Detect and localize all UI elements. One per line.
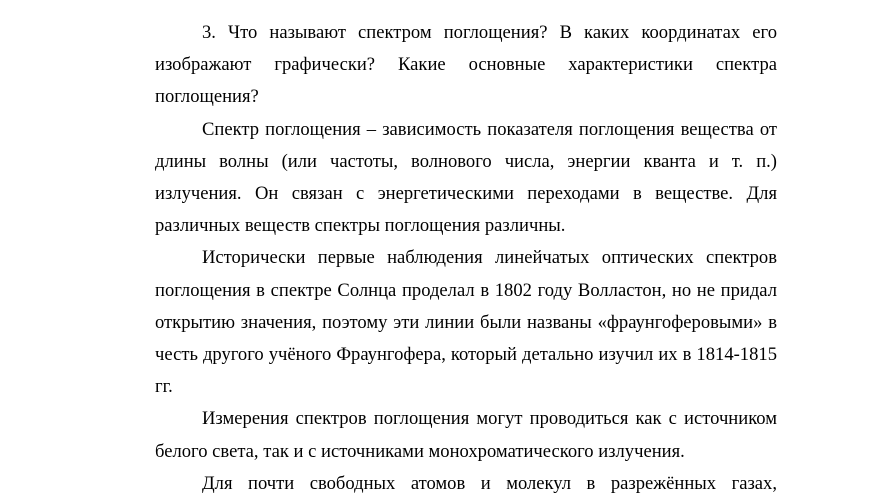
question-paragraph: 3. Что называют спектром поглощения? В каких координатах его изображают графически? Какие основные характеристики спектра поглощения?: [155, 22, 777, 108]
measurement-paragraph: Измерения спектров поглощения могут проводиться как с источником белого света, так и с источниками монохроматического излучения.: [155, 408, 777, 462]
definition-paragraph: Спектр поглощения – зависимость показателя поглощения вещества от длины волны (или частоты, волнового числа, энергии кванта и т. п.) излучения. Он связан с энергетическими переходами в веществе. Для различных веществ спектры поглощения различны.: [155, 118, 777, 237]
history-paragraph: Исторически первые наблюдения линейчатых оптических спектров поглощения в спектре Солнца проделал в 1802 году Волластон, но не придал открытию значения, поэтому эти линии были названы «фраунгоферовыми» в честь другого учёного Фраунгофера, который детально изучил их в 1814-1815 гг.: [155, 247, 777, 398]
document-page: [155, 17, 777, 500]
atoms-paragraph: Для почти свободных атомов и молекул в разрежённых газах,: [202, 472, 777, 494]
